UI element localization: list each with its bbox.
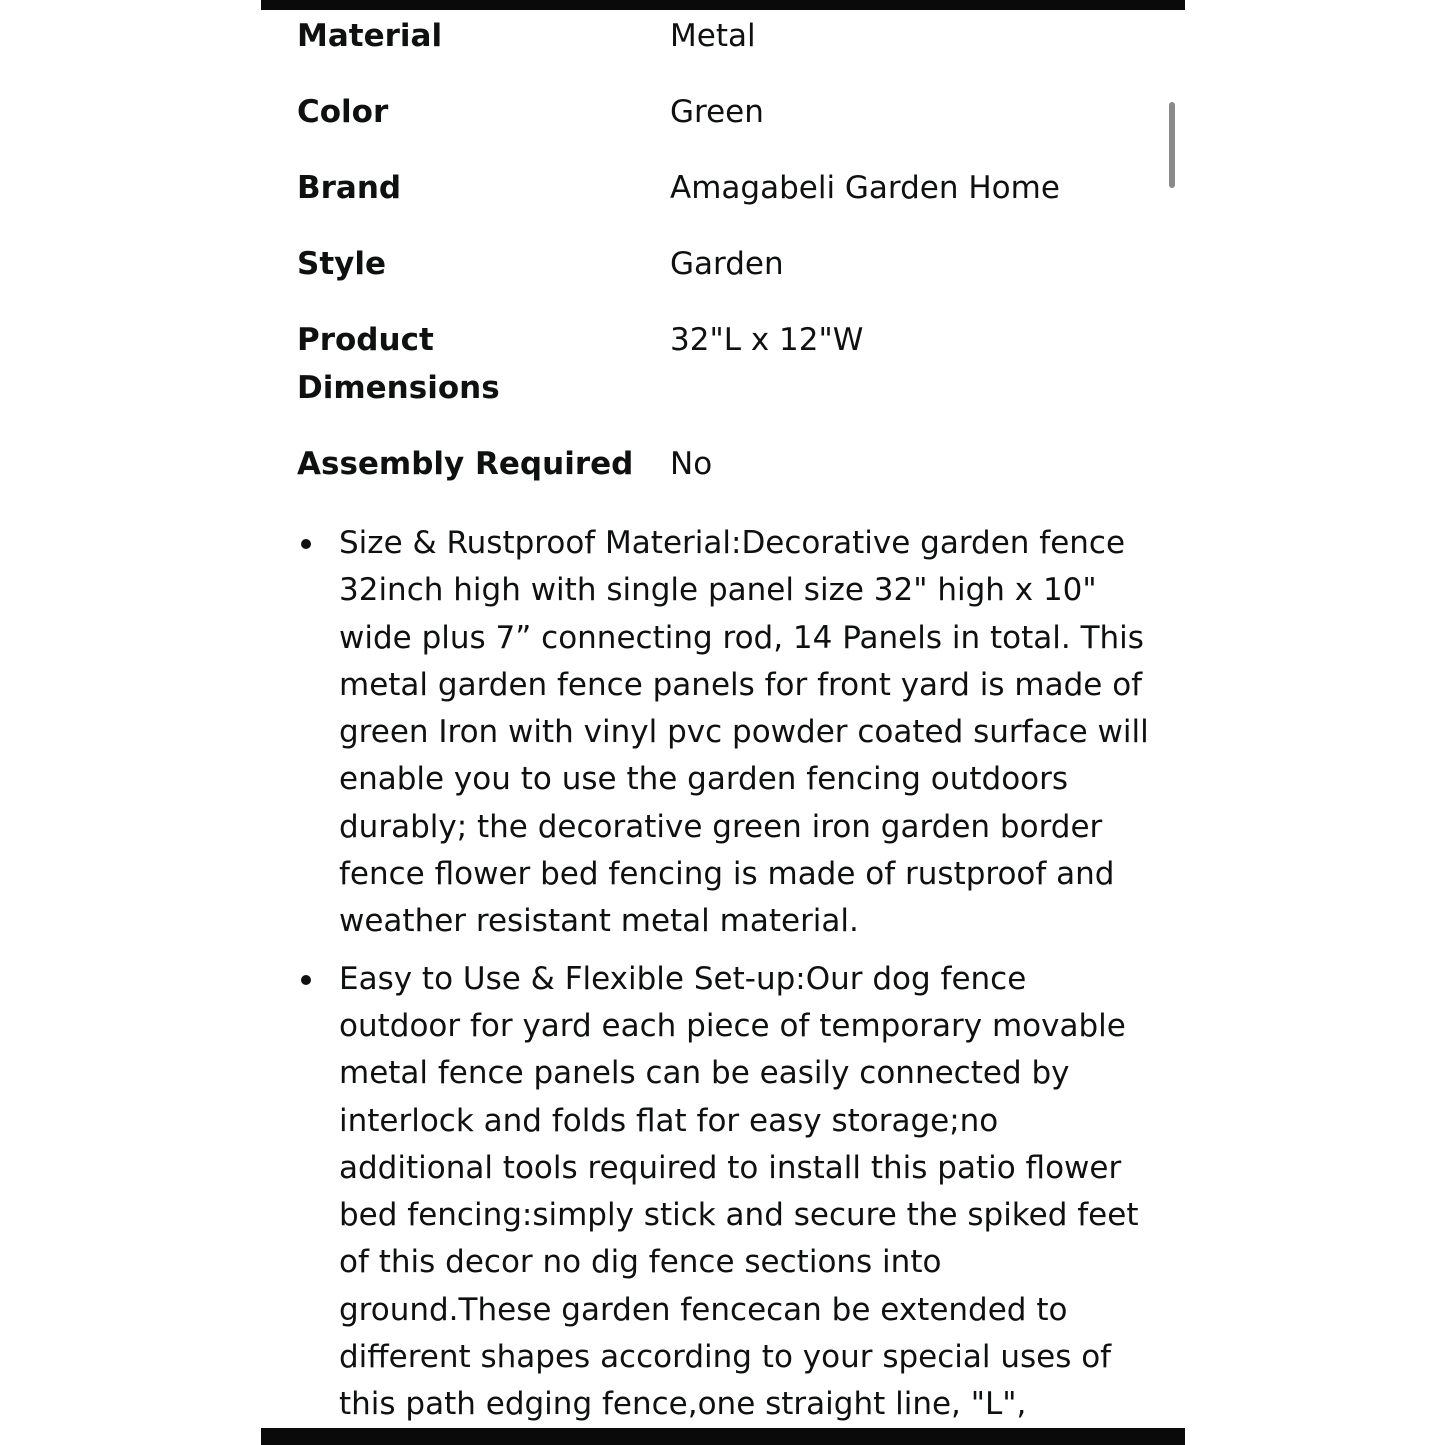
spec-label: Assembly Required [297,446,634,482]
bottom-frame-bar [261,1428,1185,1445]
spec-label: Style [297,246,387,282]
spec-label: Brand [297,170,402,206]
feature-bullet-list [297,520,1157,1439]
spec-row-material [297,12,1157,88]
bullet-dot-icon [301,975,311,985]
bullet-dot-icon [301,539,311,549]
spec-row-style [297,240,1157,316]
product-details-screen [261,0,1185,1445]
feature-bullet [297,956,1157,1429]
spec-row-brand [297,164,1157,240]
spec-label: Material [297,18,443,54]
spec-value: 32"L x 12"W [670,322,864,358]
spec-row-assembly-required [297,440,1157,516]
spec-label: Product Dimensions [297,322,500,406]
spec-row-product-dimensions [297,316,1157,440]
feature-bullet-text: Size & Rustproof Material:Decorative garden fence 32inch high with single panel size 32" high x 10" wide plus 7” connecting rod, 14 Panels in total. This metal garden fence panels for front yard is made of green Iron with vinyl pvc powder coated surface will enable you to use the garden fencing outdoors durably; the decorative green iron garden border fence flower bed fencing is made of rustproof and weather resistant metal material. [339,525,1149,940]
spec-value: Metal [670,18,756,54]
spec-value: Amagabeli Garden Home [670,170,1060,206]
feature-bullet-text: Easy to Use & Flexible Set-up:Our dog fence outdoor for yard each piece of temporary movable metal fence panels can be easily connected by interlock and folds flat for easy storage;no additional tools required to install this patio flower bed fencing:simply stick and secure the spiked feet of this decor no dig fence sections into ground.These garden fencecan be extended to different shapes according to your special uses of this path edging fence,one straight line, "L", [339,960,1139,1423]
spec-value: Garden [670,246,784,282]
spec-row-color [297,88,1157,164]
scrollbar-thumb[interactable] [1169,102,1175,188]
spec-value: Green [670,94,764,130]
spec-value: No [670,446,713,482]
spec-label: Color [297,94,389,130]
product-specs-table [297,12,1157,516]
feature-bullet [297,520,1157,946]
top-frame-bar [261,0,1185,10]
